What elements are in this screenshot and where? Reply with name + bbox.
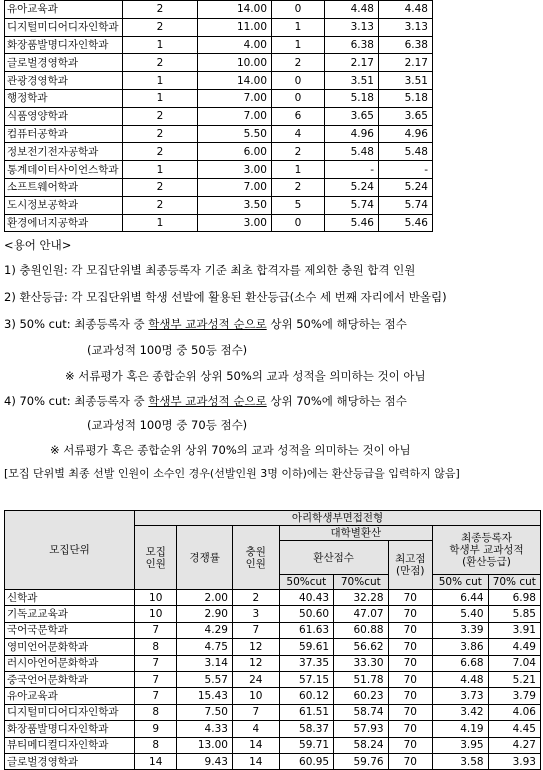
unit-name-cell: 관광경영학과 [5, 72, 123, 90]
unit-name-cell: 유아교육과 [5, 1, 123, 19]
table-row [5, 107, 433, 125]
value-cell: 4.48 [379, 1, 433, 19]
value-cell: 3.00 [198, 214, 272, 232]
value-cell: 1 [123, 214, 198, 232]
table-row [5, 622, 541, 638]
value-cell: 3.86 [433, 639, 489, 655]
table-row [5, 54, 433, 72]
value-cell: 6.44 [433, 590, 489, 606]
value-cell: 57.15 [279, 671, 333, 687]
value-cell: 14 [232, 753, 279, 769]
value-cell: 70 [388, 606, 432, 622]
unit-name-cell: 환경에너지공학과 [5, 214, 123, 232]
table-row [5, 143, 433, 161]
table-row [5, 36, 433, 54]
value-cell: 4.06 [488, 704, 540, 720]
value-cell: 9.43 [177, 753, 233, 769]
value-cell: - [325, 161, 379, 179]
value-cell: 2 [123, 125, 198, 143]
value-cell: 12 [232, 655, 279, 671]
value-cell: 1 [123, 161, 198, 179]
value-cell: 5 [272, 196, 325, 214]
value-cell: 58.37 [279, 721, 333, 737]
value-cell: 60.23 [334, 688, 388, 704]
value-cell: 5.24 [379, 178, 433, 196]
value-cell: 5.40 [433, 606, 489, 622]
value-cell: 3.50 [198, 196, 272, 214]
table-row [5, 89, 433, 107]
glossary-item-4-sub: (교과성적 100명 중 70등 점수) [87, 418, 248, 432]
value-cell: 70 [388, 655, 432, 671]
admissions-results-table-continued [4, 0, 433, 232]
unit-name-cell: 기독교교육과 [5, 606, 135, 622]
glossary-item-4 [4, 394, 407, 408]
value-cell: 1 [123, 89, 198, 107]
glossary-item-3-remark: ※ 서류평가 혹은 종합순위 상위 50%의 교과 성적을 의미하는 것이 아님 [65, 369, 426, 383]
value-cell: 4 [272, 125, 325, 143]
value-cell: 59.71 [279, 737, 333, 753]
value-cell: 24 [232, 671, 279, 687]
col-header-max-score: 최고점 (만점) [388, 541, 432, 590]
value-cell: 1 [123, 72, 198, 90]
unit-name-cell: 컴퓨터공학과 [5, 125, 123, 143]
value-cell: 4.75 [177, 639, 233, 655]
value-cell: 4.33 [177, 721, 233, 737]
value-cell: 58.24 [334, 737, 388, 753]
value-cell: 1 [272, 161, 325, 179]
value-cell: 2 [123, 54, 198, 72]
table-row [5, 1, 433, 19]
value-cell: 57.93 [334, 721, 388, 737]
value-cell: 3.73 [433, 688, 489, 704]
value-cell: 7 [135, 655, 177, 671]
value-cell: 6.98 [488, 590, 540, 606]
value-cell: 40.43 [279, 590, 333, 606]
value-cell: 2 [272, 54, 325, 72]
value-cell: 14 [135, 753, 177, 769]
glossary-heading: <용어 안내> [4, 238, 72, 252]
value-cell: 7 [135, 622, 177, 638]
value-cell: 15.43 [177, 688, 233, 704]
value-cell: 4.96 [325, 125, 379, 143]
value-cell: 7.00 [198, 89, 272, 107]
value-cell: 61.63 [279, 622, 333, 638]
col-header-competition: 경쟁률 [177, 526, 233, 590]
col-header-conv-score: 환산점수 [279, 541, 388, 575]
value-cell: 3.13 [379, 18, 433, 36]
value-cell: 4.48 [325, 1, 379, 19]
value-cell: 4.45 [488, 721, 540, 737]
value-cell: 2 [123, 18, 198, 36]
value-cell: 7 [135, 671, 177, 687]
table-row [5, 737, 541, 753]
glossary-item-3-text: 3) 50% cut: 최종등록자 중 [4, 317, 149, 331]
value-cell: 1 [123, 36, 198, 54]
glossary-item-3-underlined: 학생부 교과성적 순으로 [148, 317, 267, 331]
value-cell: 3.42 [433, 704, 489, 720]
value-cell: 2 [272, 143, 325, 161]
table-row [5, 196, 433, 214]
value-cell: 6.00 [198, 143, 272, 161]
value-cell: 7.50 [177, 704, 233, 720]
value-cell: 56.62 [334, 639, 388, 655]
value-cell: 10 [135, 590, 177, 606]
unit-name-cell: 중국언어문화학과 [5, 671, 135, 687]
col-header-final: 최종등록자 학생부 교과성적 (환산등급) [433, 526, 541, 575]
value-cell: 60.12 [279, 688, 333, 704]
value-cell: 59.76 [334, 753, 388, 769]
value-cell: 32.28 [334, 590, 388, 606]
value-cell: 70 [388, 639, 432, 655]
value-cell: 5.48 [379, 143, 433, 161]
value-cell: 51.78 [334, 671, 388, 687]
value-cell: 3.14 [177, 655, 233, 671]
value-cell: 5.18 [379, 89, 433, 107]
value-cell: 2 [123, 196, 198, 214]
table-row [5, 178, 433, 196]
value-cell: 5.48 [325, 143, 379, 161]
value-cell: 5.46 [325, 214, 379, 232]
value-cell: 3.13 [325, 18, 379, 36]
value-cell: 7 [232, 704, 279, 720]
value-cell: 7.00 [198, 178, 272, 196]
value-cell: 3.95 [433, 737, 489, 753]
value-cell: 0 [272, 89, 325, 107]
value-cell: 70 [388, 704, 432, 720]
table-row [5, 655, 541, 671]
value-cell: 2.17 [379, 54, 433, 72]
glossary-item-2: 2) 환산등급: 각 모집단위별 학생 선발에 활용된 환산등급(소수 세 번째 자리에서 반올림) [4, 290, 447, 304]
value-cell: 8 [135, 704, 177, 720]
glossary-footnote: [모집 단위별 최종 선발 인원이 소수인 경우(선발인원 3명 이하)에는 환산등급을 입력하지 않음] [4, 467, 460, 480]
table-row [5, 590, 541, 606]
unit-name-cell: 영미언어문화학과 [5, 639, 135, 655]
value-cell: 2 [123, 143, 198, 161]
glossary-item-4-underlined: 학생부 교과성적 순으로 [148, 394, 267, 408]
table-row [5, 161, 433, 179]
value-cell: 70 [388, 721, 432, 737]
unit-name-cell: 도시정보공학과 [5, 196, 123, 214]
value-cell: 0 [272, 214, 325, 232]
table-row [5, 639, 541, 655]
value-cell: 5.74 [379, 196, 433, 214]
value-cell: 14.00 [198, 1, 272, 19]
table-row [5, 688, 541, 704]
unit-name-cell: 식품영양학과 [5, 107, 123, 125]
value-cell: 8 [135, 639, 177, 655]
table-row [5, 721, 541, 737]
table-row [5, 18, 433, 36]
value-cell: 37.35 [279, 655, 333, 671]
value-cell: 58.74 [334, 704, 388, 720]
value-cell: 4.49 [488, 639, 540, 655]
value-cell: 59.61 [279, 639, 333, 655]
value-cell: 3.91 [488, 622, 540, 638]
table-row [5, 72, 433, 90]
value-cell: 0 [272, 72, 325, 90]
value-cell: 2.90 [177, 606, 233, 622]
unit-name-cell: 국어국문학과 [5, 622, 135, 638]
value-cell: 0 [272, 1, 325, 19]
col-header-unit: 모집단위 [5, 511, 135, 590]
unit-name-cell: 러시아언어문화학과 [5, 655, 135, 671]
value-cell: 3 [232, 606, 279, 622]
value-cell: 11.00 [198, 18, 272, 36]
value-cell: 60.88 [334, 622, 388, 638]
glossary-item-4-remark: ※ 서류평가 혹은 종합순위 상위 70%의 교과 성적을 의미하는 것이 아님 [50, 443, 411, 457]
value-cell: 10 [232, 688, 279, 704]
col-header-final-cut70: 70% cut [488, 575, 540, 590]
value-cell: 60.95 [279, 753, 333, 769]
value-cell: 3.58 [433, 753, 489, 769]
value-cell: 5.85 [488, 606, 540, 622]
value-cell: 2 [123, 1, 198, 19]
value-cell: 70 [388, 671, 432, 687]
value-cell: 3.39 [433, 622, 489, 638]
col-header-cut70: 70%cut [334, 575, 388, 590]
value-cell: 5.57 [177, 671, 233, 687]
unit-name-cell: 통계데이터사이언스학과 [5, 161, 123, 179]
value-cell: 4.27 [488, 737, 540, 753]
value-cell: 4.48 [433, 671, 489, 687]
value-cell: 70 [388, 737, 432, 753]
glossary-item-3-sub: (교과성적 100명 중 50등 점수) [87, 343, 248, 357]
value-cell: 4.29 [177, 622, 233, 638]
value-cell: - [379, 161, 433, 179]
value-cell: 5.18 [325, 89, 379, 107]
value-cell: 7 [232, 622, 279, 638]
unit-name-cell: 소프트웨어학과 [5, 178, 123, 196]
value-cell: 4 [232, 721, 279, 737]
value-cell: 2 [123, 107, 198, 125]
value-cell: 70 [388, 688, 432, 704]
unit-name-cell: 글로벌경영학과 [5, 54, 123, 72]
value-cell: 2.00 [177, 590, 233, 606]
col-header-final-cut50: 50% cut [433, 575, 489, 590]
value-cell: 2 [272, 178, 325, 196]
value-cell: 12 [232, 639, 279, 655]
unit-name-cell: 글로벌경영학과 [5, 753, 135, 769]
value-cell: 3.65 [325, 107, 379, 125]
value-cell: 5.50 [198, 125, 272, 143]
value-cell: 5.74 [325, 196, 379, 214]
value-cell: 33.30 [334, 655, 388, 671]
table-row [5, 671, 541, 687]
value-cell: 6.38 [379, 36, 433, 54]
value-cell: 3.65 [379, 107, 433, 125]
table-row [5, 214, 433, 232]
unit-name-cell: 화장품발명디자인학과 [5, 721, 135, 737]
value-cell: 4.00 [198, 36, 272, 54]
value-cell: 5.21 [488, 671, 540, 687]
value-cell: 2.17 [325, 54, 379, 72]
col-header-cut50: 50%cut [279, 575, 333, 590]
value-cell: 7.00 [198, 107, 272, 125]
glossary-item-3-text-end: 상위 50%에 해당하는 점수 [266, 317, 407, 331]
col-header-group: 아리학생부면접전형 [135, 511, 541, 526]
unit-name-cell: 디지털미디어디자인학과 [5, 704, 135, 720]
value-cell: 70 [388, 753, 432, 769]
value-cell: 4.19 [433, 721, 489, 737]
value-cell: 1 [272, 18, 325, 36]
value-cell: 3.51 [325, 72, 379, 90]
value-cell: 3.51 [379, 72, 433, 90]
value-cell: 61.51 [279, 704, 333, 720]
col-header-univ-conv: 대학별환산 [279, 526, 432, 541]
value-cell: 5.24 [325, 178, 379, 196]
value-cell: 2 [232, 590, 279, 606]
unit-name-cell: 화장품발명디자인학과 [5, 36, 123, 54]
value-cell: 3.93 [488, 753, 540, 769]
value-cell: 8 [135, 737, 177, 753]
value-cell: 6.38 [325, 36, 379, 54]
value-cell: 3.79 [488, 688, 540, 704]
value-cell: 1 [272, 36, 325, 54]
value-cell: 5.46 [379, 214, 433, 232]
col-header-added: 충원 인원 [232, 526, 279, 590]
col-header-quota: 모집 인원 [135, 526, 177, 590]
unit-name-cell: 행정학과 [5, 89, 123, 107]
value-cell: 13.00 [177, 737, 233, 753]
value-cell: 2 [123, 178, 198, 196]
value-cell: 10.00 [198, 54, 272, 72]
table-row [5, 125, 433, 143]
value-cell: 47.07 [334, 606, 388, 622]
value-cell: 50.60 [279, 606, 333, 622]
glossary-item-4-text: 4) 70% cut: 최종등록자 중 [4, 394, 149, 408]
glossary-item-4-text-end: 상위 70%에 해당하는 점수 [266, 394, 407, 408]
value-cell: 6.68 [433, 655, 489, 671]
unit-name-cell: 신학과 [5, 590, 135, 606]
unit-name-cell: 뷰티메디컬디자인학과 [5, 737, 135, 753]
interview-admissions-table [4, 510, 541, 770]
unit-name-cell: 유아교육과 [5, 688, 135, 704]
value-cell: 7 [135, 688, 177, 704]
value-cell: 14 [232, 737, 279, 753]
value-cell: 70 [388, 590, 432, 606]
value-cell: 14.00 [198, 72, 272, 90]
glossary-item-3 [4, 317, 407, 331]
unit-name-cell: 정보전기전자공학과 [5, 143, 123, 161]
value-cell: 7.04 [488, 655, 540, 671]
value-cell: 4.96 [379, 125, 433, 143]
table-row [5, 704, 541, 720]
value-cell: 3.00 [198, 161, 272, 179]
table-row [5, 606, 541, 622]
value-cell: 6 [272, 107, 325, 125]
value-cell: 9 [135, 721, 177, 737]
glossary-item-1: 1) 충원인원: 각 모집단위별 최종등록자 기준 최초 합격자를 제외한 충원 합격 인원 [4, 263, 416, 277]
value-cell: 10 [135, 606, 177, 622]
value-cell: 70 [388, 622, 432, 638]
unit-name-cell: 디지털미디어디자인학과 [5, 18, 123, 36]
